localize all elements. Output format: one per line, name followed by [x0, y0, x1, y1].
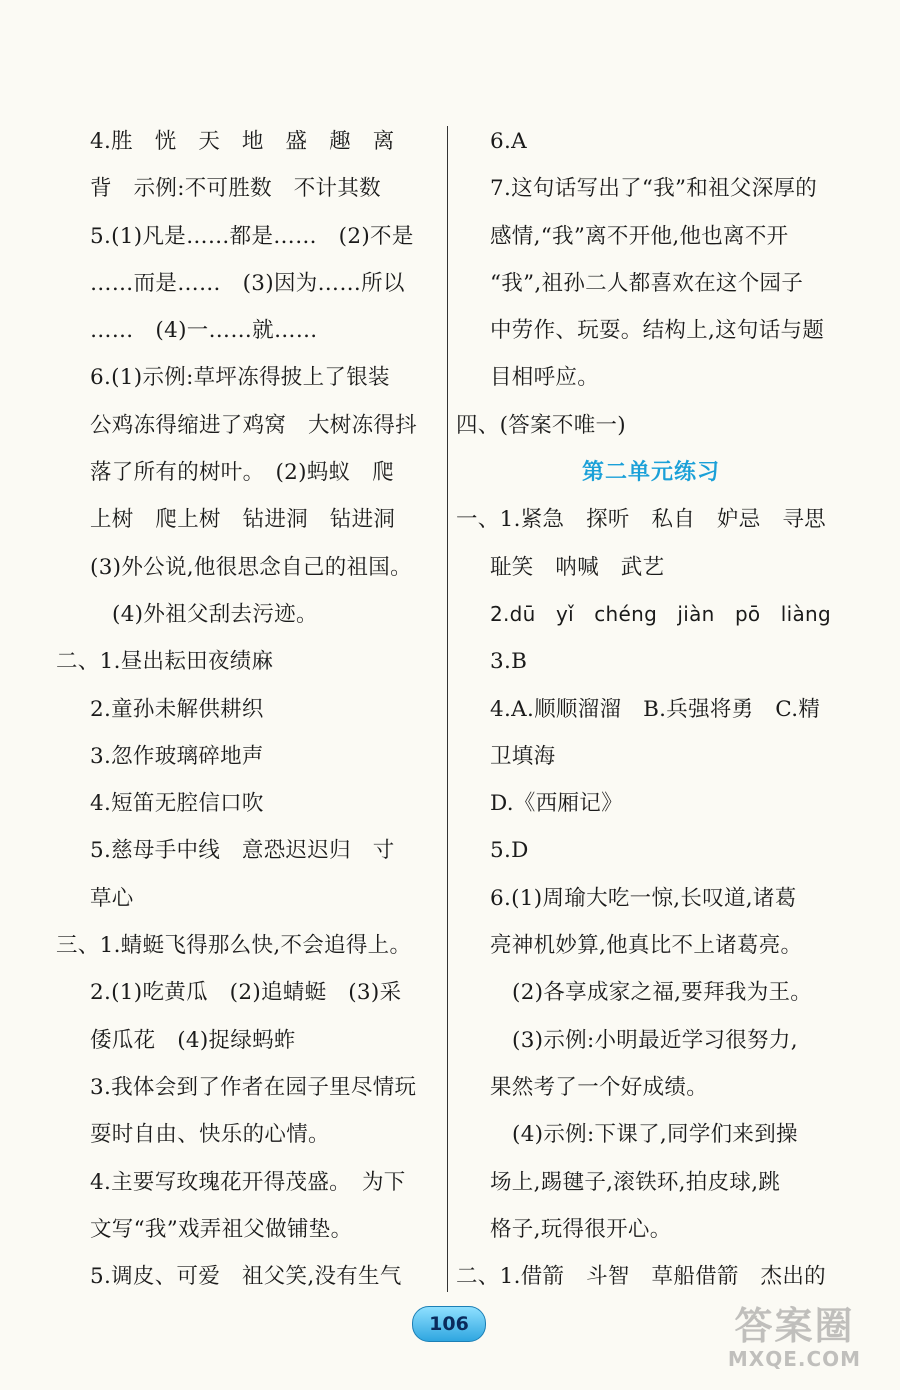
answer-line: 5.(1)凡是……都是…… (2)不是	[90, 223, 414, 249]
watermark-top: 答案圈	[734, 1304, 855, 1348]
answer-line: 感情,“我”离不开他,他也离不开	[490, 223, 789, 249]
answer-line: 公鸡冻得缩进了鸡窝 大树冻得抖	[90, 412, 418, 438]
watermark-bottom: MXQE.COM	[727, 1347, 862, 1371]
answer-line: 5.慈母手中线 意恐迟迟归 寸	[90, 838, 395, 864]
answer-line: 二、1.昼出耘田夜绩麻	[56, 649, 274, 675]
answer-line: 二、1.借箭 斗智 草船借箭 杰出的	[456, 1264, 826, 1290]
answer-line: “我”,祖孙二人都喜欢在这个园子	[490, 270, 804, 296]
answer-line: (3)外公说,他很思念自己的祖国。	[90, 554, 412, 580]
answer-line: 4.胜 恍 天 地 盛 趣 离	[90, 129, 395, 154]
answer-line: 3.B	[490, 649, 528, 675]
answer-line: 文写“我”戏弄祖父做铺垫。	[90, 1216, 353, 1242]
answer-line: 背 示例:不可胜数 不计其数	[90, 176, 381, 202]
answer-line: 7.这句话写出了“我”和祖父深厚的	[490, 176, 818, 202]
answer-line: 上树 爬上树 钻进洞 钻进洞	[90, 507, 396, 533]
answer-line: (3)示例:小明最近学习很努力,	[512, 1027, 798, 1053]
answer-line: 4.主要写玫瑰花开得茂盛。 为下	[90, 1169, 406, 1195]
answer-line: 格子,玩得很开心。	[490, 1216, 672, 1242]
answer-line: (4)外祖父刮去污迹。	[112, 601, 318, 627]
right-column	[456, 118, 846, 1300]
answer-line: (4)示例:下课了,同学们来到操	[512, 1122, 798, 1148]
answer-line: …… (4)一……就……	[90, 318, 318, 344]
answer-line: 卫填海	[490, 743, 556, 769]
answer-line: 3.忽作玻璃碎地声	[90, 743, 264, 769]
answer-line: 2.童孙未解供耕织	[90, 696, 264, 722]
left-column	[56, 118, 438, 1300]
answer-line: 6.(1)示例:草坪冻得披上了银装	[90, 365, 390, 391]
answer-line: 耻笑 呐喊 武艺	[490, 554, 665, 580]
answer-line: 5.调皮、可爱 祖父笑,没有生气	[90, 1264, 402, 1290]
answer-line: 三、1.蜻蜓飞得那么快,不会追得上。	[56, 933, 412, 959]
answer-line: ……而是…… (3)因为……所以	[90, 270, 405, 296]
column-divider	[447, 126, 448, 1292]
answer-line: 6.(1)周瑜大吃一惊,长叹道,诸葛	[490, 885, 797, 911]
watermark-logo	[707, 1304, 882, 1376]
page-number-badge: 106	[412, 1306, 486, 1342]
answer-line: (2)各享成家之福,要拜我为王。	[512, 980, 813, 1006]
answer-line: 一、1.紧急 探听 私自 妒忌 寻思	[456, 507, 826, 533]
answer-line: 2.(1)吃黄瓜 (2)追蜻蜓 (3)采	[90, 980, 402, 1006]
answer-line: 场上,踢毽子,滚铁环,拍皮球,跳	[490, 1169, 781, 1195]
answer-line: 草心	[90, 885, 134, 911]
answer-line: 2.dū yǐ chéng jiàn pō liàng	[490, 601, 832, 626]
answer-line: 耍时自由、快乐的心情。	[90, 1122, 330, 1148]
answer-line: 倭瓜花 (4)捉绿蚂蚱	[90, 1027, 296, 1053]
answer-line: 4.短笛无腔信口吹	[90, 791, 264, 817]
answer-line: 中劳作、玩耍。结构上,这句话与题	[490, 318, 825, 344]
answer-line: 果然考了一个好成绩。	[490, 1074, 709, 1100]
answer-line: 目相呼应。	[490, 365, 600, 391]
section-heading: 第二单元练习	[581, 460, 720, 486]
answer-line: 四、(答案不唯一)	[456, 412, 626, 438]
answer-line: 亮神机妙算,他真比不上诸葛亮。	[490, 933, 803, 959]
answer-line: 5.D	[490, 838, 529, 864]
answer-line: 4.A.顺顺溜溜 B.兵强将勇 C.精	[490, 696, 821, 722]
answer-line: 落了所有的树叶。 (2)蚂蚁 爬	[90, 460, 395, 486]
answer-line: 6.A	[490, 129, 527, 154]
answer-line: D.《西厢记》	[490, 791, 623, 817]
answer-line: 3.我体会到了作者在园子里尽情玩	[90, 1074, 417, 1100]
